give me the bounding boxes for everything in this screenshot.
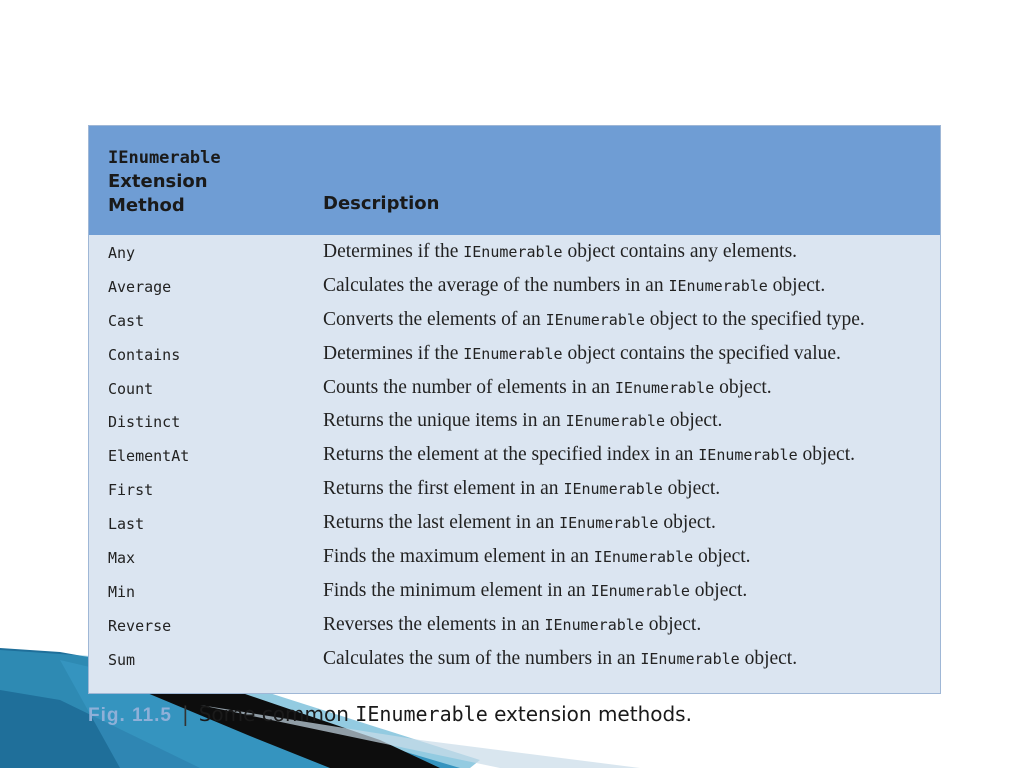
caption-separator: | (181, 702, 189, 726)
description-cell (323, 648, 797, 670)
desc-text: Reverses the elements in an (323, 613, 545, 635)
table-row (89, 544, 940, 578)
table-row (89, 375, 940, 409)
desc-text: object. (662, 478, 721, 500)
figure-caption (88, 702, 692, 727)
desc-code: IEnumerable (559, 514, 659, 533)
desc-text: object. (797, 444, 856, 466)
desc-code: IEnumerable (545, 310, 645, 329)
desc-code: IEnumerable (544, 615, 644, 634)
description-cell (323, 478, 720, 500)
table-body (89, 239, 940, 680)
table-row (89, 510, 940, 544)
desc-code: IEnumerable (463, 344, 563, 363)
method-cell: Count (108, 379, 154, 398)
header-method-line1: IEnumerable (108, 148, 221, 168)
desc-code: IEnumerable (590, 581, 690, 600)
header-method-column (108, 146, 298, 218)
method-cell: Min (108, 582, 136, 601)
desc-text: object contains any elements. (562, 241, 798, 262)
description-cell (323, 275, 825, 297)
description-cell (323, 512, 716, 534)
table-row (89, 307, 940, 341)
caption-text: Some common (198, 702, 356, 726)
description-cell (323, 546, 751, 568)
desc-text: Returns the last element in an (323, 512, 560, 534)
method-cell: Distinct (108, 413, 181, 432)
header-method-line3: Method (108, 195, 185, 216)
desc-code: IEnumerable (698, 446, 798, 465)
table-row (89, 612, 940, 646)
header-method-line2: Extension (108, 171, 208, 192)
description-cell (323, 444, 855, 466)
desc-text: object. (643, 613, 702, 635)
desc-text: Converts the elements of an (323, 308, 546, 330)
figure-label: Fig. 11.5 (88, 705, 172, 726)
method-cell: Any (108, 244, 136, 262)
desc-text: Returns the unique items in an (323, 410, 566, 432)
desc-text: object. (739, 647, 798, 669)
description-cell (323, 377, 772, 399)
method-cell: First (108, 481, 154, 500)
description-cell (323, 410, 722, 432)
table-row (89, 442, 940, 476)
table-row (89, 476, 940, 510)
method-cell: Max (108, 549, 136, 568)
method-cell: ElementAt (108, 447, 190, 466)
method-cell: Cast (108, 311, 145, 330)
description-cell (323, 343, 841, 365)
desc-code: IEnumerable (593, 548, 694, 567)
method-cell: Reverse (108, 616, 172, 635)
desc-code: IEnumerable (614, 378, 715, 397)
method-cell: Average (108, 277, 172, 296)
desc-text: object contains the specified value. (562, 342, 841, 364)
desc-text: Finds the minimum element in an (323, 579, 591, 601)
desc-text: Counts the number of elements in an (323, 376, 615, 398)
description-cell (323, 309, 865, 331)
desc-text: Determines if the (323, 241, 464, 262)
desc-text: object. (664, 410, 723, 432)
caption-text-end: extension methods. (487, 702, 692, 726)
desc-code: IEnumerable (668, 276, 768, 295)
table-row (89, 646, 940, 680)
method-cell: Last (108, 515, 145, 534)
description-cell (323, 241, 797, 263)
desc-text: Determines if the (323, 342, 464, 364)
desc-text: Returns the element at the specified index in an (323, 444, 699, 466)
desc-text: object. (714, 376, 772, 398)
desc-text: object. (689, 579, 748, 601)
description-cell (323, 614, 701, 636)
desc-text: object. (693, 546, 751, 568)
table-header (89, 126, 940, 235)
description-cell (323, 580, 747, 602)
table-row (89, 239, 940, 273)
method-cell: Sum (108, 650, 136, 669)
desc-code: IEnumerable (563, 480, 663, 499)
desc-text: object. (658, 512, 716, 534)
desc-text: Calculates the sum of the numbers in an (323, 647, 641, 669)
method-cell: Contains (108, 345, 181, 364)
table-row (89, 341, 940, 375)
table-row (89, 408, 940, 442)
desc-text: object. (767, 274, 826, 296)
desc-text: Finds the maximum element in an (323, 546, 594, 568)
header-description-column: Description (323, 193, 440, 214)
desc-code: IEnumerable (640, 649, 740, 668)
table-row (89, 273, 940, 307)
desc-code: IEnumerable (565, 412, 665, 431)
desc-code: IEnumerable (463, 243, 563, 261)
desc-text: object to the specified type. (644, 308, 865, 330)
extension-methods-table (88, 125, 941, 694)
desc-text: Calculates the average of the numbers in an (323, 274, 669, 296)
table-row (89, 578, 940, 612)
desc-text: Returns the first element in an (323, 478, 564, 500)
caption-code: IEnumerable (355, 702, 488, 726)
